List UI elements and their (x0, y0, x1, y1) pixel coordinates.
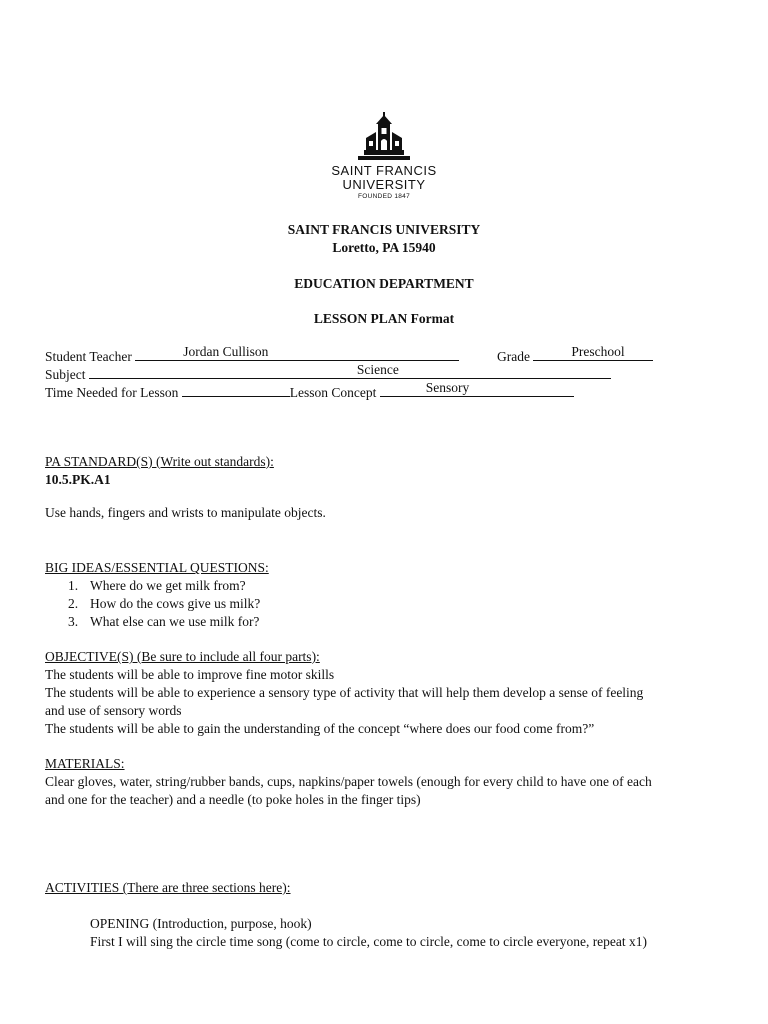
concept-field (380, 380, 574, 397)
grade-value: Preschool (571, 344, 625, 359)
standard-code: 10.5.PK.A1 (45, 472, 111, 487)
materials-line: Clear gloves, water, string/rubber bands, cups, napkins/paper towels (enough for every child to have one of each (45, 774, 652, 789)
objective-line: The students will be able to gain the understanding of the concept “where does our food come from?” (45, 721, 595, 736)
standard-text: Use hands, fingers and wrists to manipulate objects. (45, 505, 326, 520)
opening-text: First I will sing the circle time song (come to circle, come to circle, come to circle everyone, repeat x1) (90, 934, 648, 949)
lesson-plan-title: LESSON PLAN Format (313, 311, 455, 326)
student-teacher-label: Student Teacher (45, 349, 132, 364)
grade-field (533, 344, 653, 361)
chapel-tower-icon (354, 112, 414, 162)
standards-heading: PA STANDARD(S) (Write out standards): (45, 454, 274, 469)
list-item: 2. How do the cows give us milk? (68, 596, 261, 611)
logo-founded: FOUNDED 1847 (357, 193, 410, 200)
university-logo (316, 112, 452, 204)
student-teacher-field (135, 344, 459, 361)
objective-line: The students will be able to improve fine motor skills (45, 667, 335, 682)
subject-value: Science (356, 362, 399, 377)
subject-label: Subject (45, 367, 86, 382)
student-teacher-value: Jordan Cullison (183, 344, 269, 359)
list-item: 1. Where do we get milk from? (68, 578, 246, 593)
materials-line: and one for the teacher) and a needle (to poke holes in the finger tips) (45, 792, 421, 807)
university-location: Loretto, PA 15940 (332, 240, 436, 255)
subject-field (89, 362, 611, 379)
grade-row (497, 344, 653, 365)
objective-line: and use of sensory words (45, 703, 182, 718)
concept-label: Lesson Concept (289, 385, 377, 400)
big-ideas-heading: BIG IDEAS/ESSENTIAL QUESTIONS: (45, 560, 269, 575)
list-item: 3. What else can we use milk for? (68, 614, 260, 629)
activities-heading: ACTIVITIES (There are three sections here): (45, 880, 291, 895)
grade-label: Grade (497, 349, 530, 364)
time-field (182, 383, 290, 397)
materials-heading: MATERIALS: (45, 756, 125, 771)
objective-line: The students will be able to experience a sensory type of activity that will help them develop a sense of feeling (45, 685, 644, 700)
logo-line-2: UNIVERSITY (342, 177, 426, 192)
opening-heading: OPENING (Introduction, purpose, hook) (90, 916, 312, 931)
logo-line-1: SAINT FRANCIS (331, 163, 437, 178)
objectives-heading: OBJECTIVE(S) (Be sure to include all four parts): (45, 649, 320, 664)
subject-row (45, 362, 611, 383)
time-concept-row (45, 380, 574, 401)
university-name: SAINT FRANCIS UNIVERSITY (287, 222, 481, 237)
department-title: EDUCATION DEPARTMENT (294, 276, 474, 291)
time-label: Time Needed for Lesson (45, 385, 179, 400)
concept-value: Sensory (425, 380, 470, 395)
